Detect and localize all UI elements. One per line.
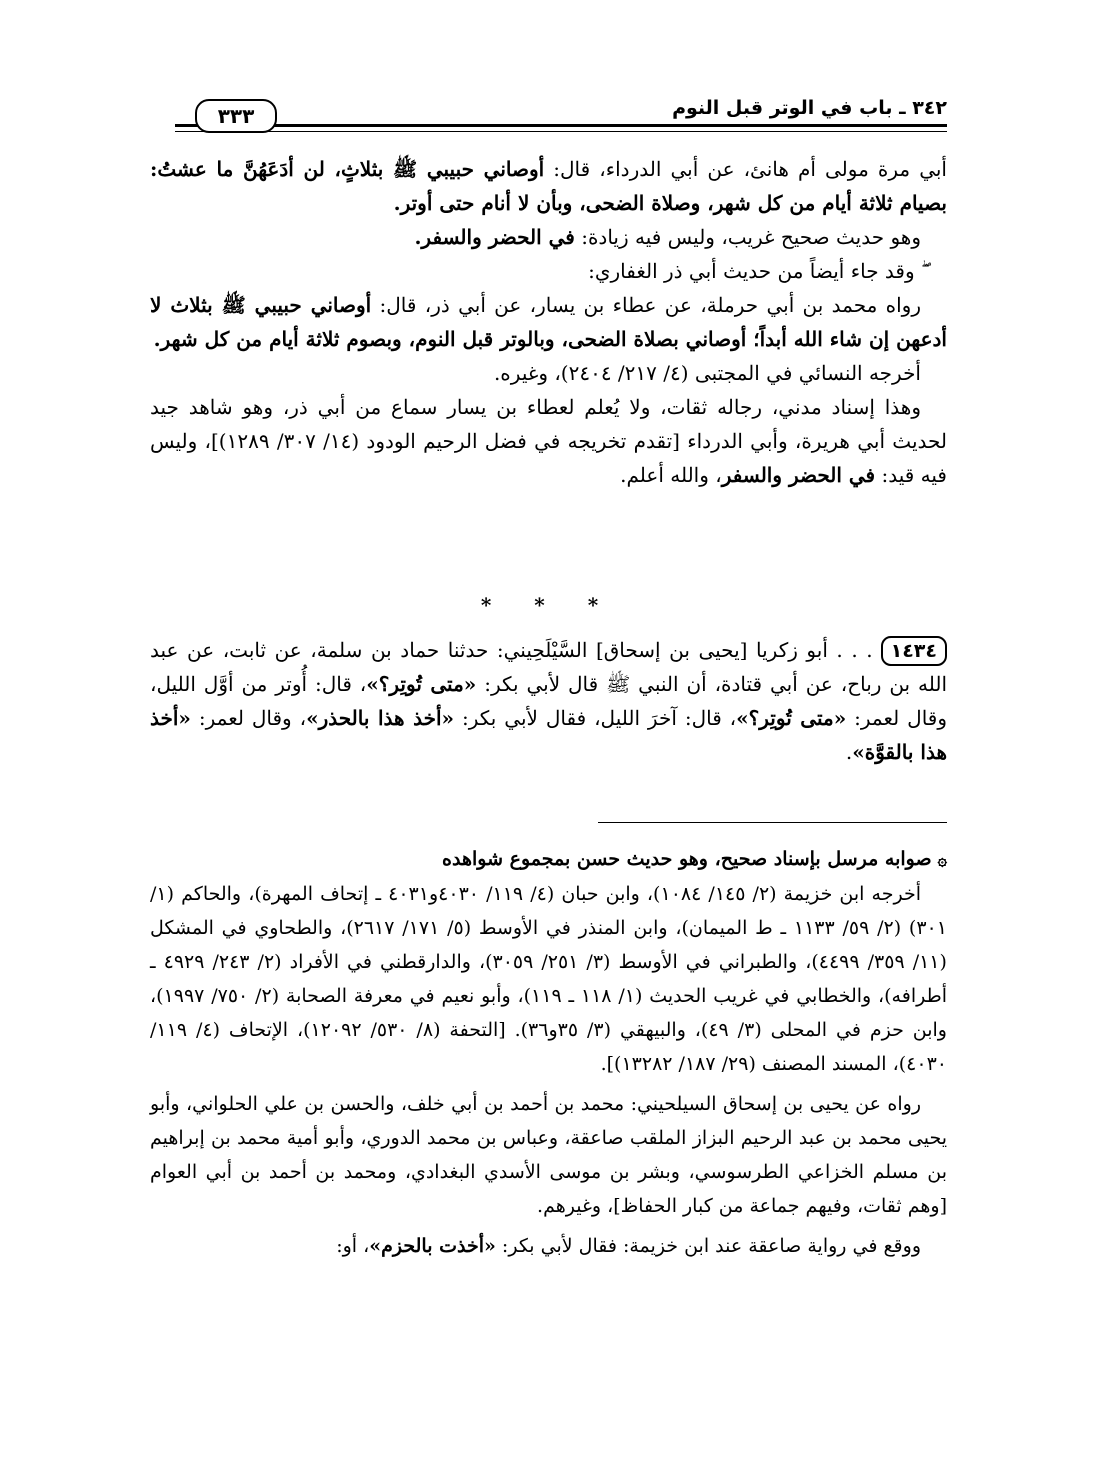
footnotes bbox=[150, 842, 947, 1263]
page-number: ٣٣٣ bbox=[195, 99, 277, 133]
emphasis: «متى تُوتِر؟» bbox=[736, 706, 847, 730]
text-run: وهو حديث صحيح غريب، وليس فيه زيادة: bbox=[574, 225, 921, 249]
paragraph bbox=[150, 152, 947, 220]
paragraph bbox=[150, 633, 947, 769]
paragraph: ۖ وقد جاء أيضاً من حديث أبي ذر الغفاري: bbox=[588, 259, 921, 283]
text-run: أبي مرة مولى أم هانئ، عن أبي الدرداء، قال: bbox=[544, 157, 947, 181]
emphasis: «متى تُوتِر؟» bbox=[366, 672, 477, 696]
text-run: . bbox=[845, 740, 853, 764]
grade-line bbox=[150, 842, 947, 877]
text-run: ، أو: bbox=[336, 1235, 370, 1257]
text-run: ، وقال لعمر: bbox=[190, 706, 307, 730]
hadith-entry bbox=[150, 633, 947, 769]
emphasis: «أخذ هذا بالقوَّة» bbox=[150, 706, 947, 764]
text-run: ، قال: أُوتر من أوَّل الليل، وقال لعمر: bbox=[150, 672, 948, 730]
emphasis: في الحضر والسفر. bbox=[414, 225, 575, 249]
section-separator: * * * bbox=[480, 593, 617, 617]
hadith-number: ١٤٣٤ bbox=[881, 636, 947, 666]
paragraph: أخرجه ابن خزيمة (٢/ ١٤٥/ ١٠٨٤)، وابن حبان (٤/ ١١٩/ ٤٠٣٠و٤٠٣١ ـ إتحاف المهرة)، والحاكم (١/ ٣٠١) (٢/ ٥٩/ ١١٣٣ ـ ط الميمان)، وابن المنذر في الأوسط (٥/ ١٧١/ ٢٦١٧)، والطحاوي في المشكل (١١/ ٣٥٩/ ٤٤٩٩)، والطبراني في الأوسط (٣/ ٢٥١/ ٣٠٥٩)، والدارقطني في الأفراد (٢/ ٢٤٣/ ٤٩٢٩ ـ أطرافه)، والخطابي في غريب الحديث (١/ ١١٨ ـ ١١٩)، وأبو نعيم في معرفة الصحابة (٢/ ٧٥٠/ ١٩٩٧)، وابن حزم في المحلى (٣/ ٤٩)، والبيهقي (٣/ ٣٥و٣٦). [التحفة (٨/ ٥٣٠/ ١٢٠٩٢)، الإتحاف (٤/ ١١٩/ ٤٠٣٠)، المسند المصنف (٢٩/ ١٨٧/ ١٣٢٨٢)]. bbox=[150, 883, 947, 1075]
header-rule-thin bbox=[175, 131, 947, 132]
main-text bbox=[150, 152, 947, 492]
hadith-quote: أوصاني حبيبي ﷺ بثلاثٍ، لن أدَعَهُنَّ ما عشتُ: بصيام ثلاثة أيام من كل شهر، وصلاة الضحى، وبأن لا أنام حتى أوتر. bbox=[150, 157, 947, 215]
paragraph: أخرجه النسائي في المجتبى (٤/ ٢١٧/ ٢٤٠٤)، وغيره. bbox=[493, 361, 921, 385]
grade-text: صوابه مرسل بإسناد صحيح، وهو حديث حسن بمجموع شواهده bbox=[442, 848, 932, 870]
running-title: ٣٤٢ ـ باب في الوتر قبل النوم bbox=[672, 97, 947, 119]
footnote-divider bbox=[598, 822, 947, 823]
text-run: ووقع في رواية صاعقة عند ابن خزيمة: فقال لأبي بكر: bbox=[495, 1235, 921, 1257]
emphasis: «أخذت بالحزم» bbox=[369, 1235, 496, 1257]
text-run: . . . أبو زكريا [يحيى بن إسحاق] السَّيْلَحِيني: حدثنا حماد بن سلمة، عن ثابت، عن عبد الله بن رباح، عن أبي قتادة، أن النبي ﷺ قال لأبي بكر: bbox=[150, 638, 948, 696]
text-run: ، والله أعلم. bbox=[620, 463, 722, 487]
paragraph bbox=[150, 390, 947, 492]
text-run: ، قال: آخرَ الليل، فقال لأبي بكر: bbox=[454, 706, 737, 730]
header-rule bbox=[175, 124, 947, 127]
paragraph bbox=[150, 1229, 947, 1263]
hadith-quote: أوصاني حبيبي ﷺ بثلاث لا أدعهن إن شاء الله أبداً؛ أوصاني بصلاة الضحى، وبالوتر قبل النوم، وبصوم ثلاثة أيام من كل شهر. bbox=[150, 293, 947, 351]
grade-icon: ۞ bbox=[937, 850, 947, 869]
paragraph bbox=[150, 220, 947, 254]
emphasis: «أخذ هذا بالحذر» bbox=[306, 706, 455, 730]
emphasis: في الحضر والسفر bbox=[721, 463, 876, 487]
text-run: وهذا إسناد مدني، رجاله ثقات، ولا يُعلم لعطاء بن يسار سماع من أبي ذر، وهو شاهد جيد لحديث أبي هريرة، وأبي الدرداء [تقدم تخريجه في فضل الرحيم الودود (١٤/ ٣٠٧/ ١٢٨٩)]، وليس فيه قيد: bbox=[150, 395, 948, 487]
paragraph: رواه عن يحيى بن إسحاق السيلحيني: محمد بن أحمد بن أبي خلف، والحسن بن علي الحلواني، وأبو يحيى محمد بن عبد الرحيم البزاز الملقب صاعقة، وعباس بن محمد الدوري، وأبو أمية محمد بن إبراهيم بن مسلم الخزاعي الطرسوسي، وبشر بن موسى الأسدي البغدادي، ومحمد بن أحمد بن أبي العوام [وهم ثقات، وفيهم جماعة من كبار الحفاظ]، وغيرهم. bbox=[150, 1093, 947, 1217]
page-header bbox=[175, 95, 947, 135]
paragraph bbox=[150, 288, 947, 356]
text-run: رواه محمد بن أبي حرملة، عن عطاء بن يسار، عن أبي ذر، قال: bbox=[371, 293, 921, 317]
